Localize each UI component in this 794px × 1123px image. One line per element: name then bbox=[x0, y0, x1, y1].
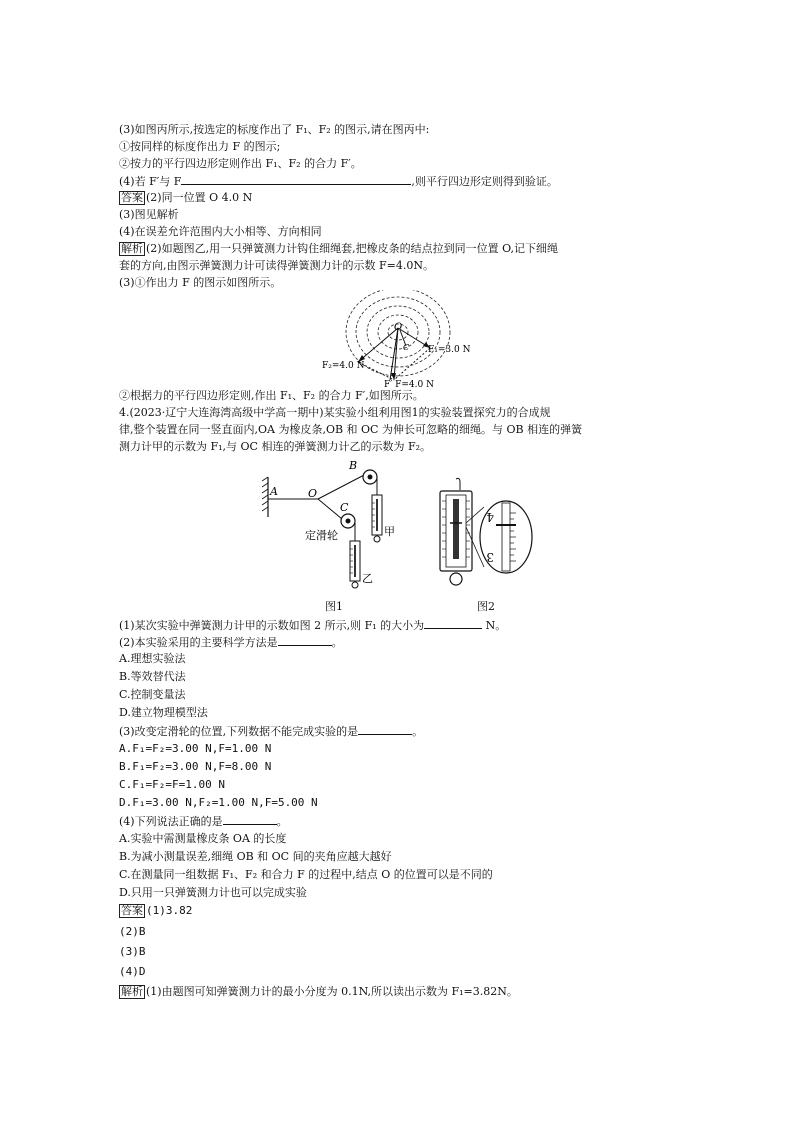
answer2-line4: (4)D bbox=[119, 965, 146, 978]
answer1-line3: (4)在误差允许范围内大小相等、方向相同 bbox=[119, 225, 322, 238]
fig2-number-4: 4 bbox=[486, 510, 494, 524]
fig2-number-3: 3 bbox=[486, 550, 494, 564]
fig1-label-c: C bbox=[340, 501, 349, 514]
question3-option-c: C.F₁=F₂=F=1.00 N bbox=[119, 778, 225, 791]
answer1-line1 bbox=[119, 191, 252, 205]
circle-label-c: C bbox=[403, 343, 410, 352]
analysis1-line1 bbox=[119, 242, 558, 256]
question4 bbox=[119, 814, 288, 829]
q4-line3: 测力计甲的示数为 F₁,与 OC 相连的弹簧测力计乙的示数为 F₂。 bbox=[119, 440, 431, 453]
question1-post: N。 bbox=[482, 619, 507, 632]
question3-pre: (3)改变定滑轮的位置,下列数据不能完成实验的是 bbox=[119, 725, 359, 738]
question4-option-d: D.只用一只弹簧测力计也可以完成实验 bbox=[119, 886, 307, 899]
q4-line2: 律,整个装置在同一竖直面内,OA 为橡皮条,OB 和 OC 为伸长可忽略的细绳。与 OB 相连的弹簧 bbox=[119, 423, 583, 436]
question4-option-b: B.为减小测量误差,细绳 OB 和 OC 间的夹角应越大越好 bbox=[119, 850, 392, 863]
answer-blank bbox=[278, 635, 332, 646]
q4-line1: 4.(2023·辽宁大连海湾高级中学高一期中)某实验小组利用图1的实验装置探究力的合成规 bbox=[119, 406, 551, 419]
question2 bbox=[119, 635, 343, 650]
sec3-item1: ①按同样的标度作出力 F 的图示; bbox=[119, 140, 281, 153]
answer-tag: 答案 bbox=[121, 904, 143, 917]
analysis1-line3: (3)①作出力 F 的图示如图所示。 bbox=[119, 276, 282, 289]
analysis1-line2: 套的方向,由图示弹簧测力计可读得弹簧测力计的示数 F=4.0N。 bbox=[119, 259, 434, 272]
question3 bbox=[119, 724, 423, 739]
answer1-text1: (2)同一位置 O 4.0 N bbox=[146, 191, 253, 204]
apparatus-figure bbox=[260, 455, 410, 595]
question2-option-d: D.建立物理模型法 bbox=[119, 706, 208, 719]
sec3-intro: (3)如图丙所示,按选定的标度作出了 F₁、F₂ 的图示,请在图丙中: bbox=[119, 123, 430, 136]
answer-blank bbox=[358, 724, 412, 735]
question4-option-c: C.在测量同一组数据 F₁、F₂ 和合力 F 的过程中,结点 O 的位置可以是不同的 bbox=[119, 868, 493, 881]
fig2-caption: 图2 bbox=[477, 600, 495, 613]
question4-post: 。 bbox=[276, 815, 288, 828]
force-circle-diagram bbox=[310, 290, 470, 390]
question2-option-c: C.控制变量法 bbox=[119, 688, 186, 701]
spring-scale-figure bbox=[436, 477, 536, 595]
answer-blank bbox=[424, 618, 482, 629]
analysis-tag: 解析 bbox=[121, 242, 143, 255]
answer2-line1 bbox=[119, 904, 192, 918]
circle-label-fbottom: F′ F=4.0 N bbox=[384, 380, 434, 390]
question1-pre: (1)某次实验中弹簧测力计甲的示数如图 2 所示,则 F₁ 的大小为 bbox=[119, 619, 425, 632]
answer2-line2: (2)B bbox=[119, 925, 146, 938]
question2-option-a: A.理想实验法 bbox=[119, 652, 186, 665]
answer-blank bbox=[223, 814, 277, 825]
question2-option-b: B.等效替代法 bbox=[119, 670, 186, 683]
analysis1-line4: ②根据力的平行四边形定则,作出 F₁、F₂ 的合力 F′,如图所示。 bbox=[119, 389, 424, 402]
fig1-caption: 图1 bbox=[325, 600, 343, 613]
answer2-line3: (3)B bbox=[119, 945, 146, 958]
answer2-text1: (1)3.82 bbox=[146, 904, 193, 917]
answer1-line2: (3)图见解析 bbox=[119, 208, 179, 221]
fig1-pulley-label: 定滑轮 bbox=[305, 529, 338, 542]
question3-option-a: A.F₁=F₂=3.00 N,F=1.00 N bbox=[119, 742, 272, 755]
question2-post: 。 bbox=[331, 636, 343, 649]
fig1-label-a: A bbox=[270, 485, 278, 498]
fig1-label-o: O bbox=[308, 487, 318, 500]
question1 bbox=[119, 618, 506, 633]
sec3-item2: ②按力的平行四边形定则作出 F₁、F₂ 的合力 F′。 bbox=[119, 157, 362, 170]
analysis2-text1: (1)由题图可知弹簧测力计的最小分度为 0.1N,所以读出示数为 F₁=3.82N。 bbox=[146, 985, 518, 998]
question4-pre: (4)下列说法正确的是 bbox=[119, 815, 223, 828]
question4-option-a: A.实验中需测量橡皮条 OA 的长度 bbox=[119, 832, 287, 845]
analysis2-line1 bbox=[119, 985, 518, 999]
question3-option-b: B.F₁=F₂=3.00 N,F=8.00 N bbox=[119, 760, 272, 773]
answer-tag: 答案 bbox=[121, 191, 143, 204]
analysis1-text1: (2)如题图乙,用一只弹簧测力计钩住细绳套,把橡皮条的结点拉到同一位置 O,记下细绳 bbox=[146, 242, 558, 255]
question2-pre: (2)本实验采用的主要科学方法是 bbox=[119, 636, 278, 649]
circle-label-f1: F₁=3.0 N bbox=[428, 345, 470, 355]
fig1-label-b: B bbox=[349, 459, 358, 472]
sec3-q4-post: ,则平行四边形定则得到验证。 bbox=[411, 175, 558, 188]
analysis-tag: 解析 bbox=[121, 985, 143, 998]
sec3-q4 bbox=[119, 174, 558, 189]
fig1-jia-label: 甲 bbox=[384, 525, 395, 538]
answer-blank bbox=[181, 174, 411, 185]
question3-post: 。 bbox=[412, 725, 424, 738]
circle-label-f2: F₂=4.0 N bbox=[322, 361, 365, 371]
question3-option-d: D.F₁=3.00 N,F₂=1.00 N,F=5.00 N bbox=[119, 796, 318, 809]
sec3-q4-pre: (4)若 F′与 F bbox=[119, 175, 182, 188]
circle-label-o: O bbox=[394, 322, 403, 333]
fig1-yi-label: 乙 bbox=[362, 572, 373, 585]
